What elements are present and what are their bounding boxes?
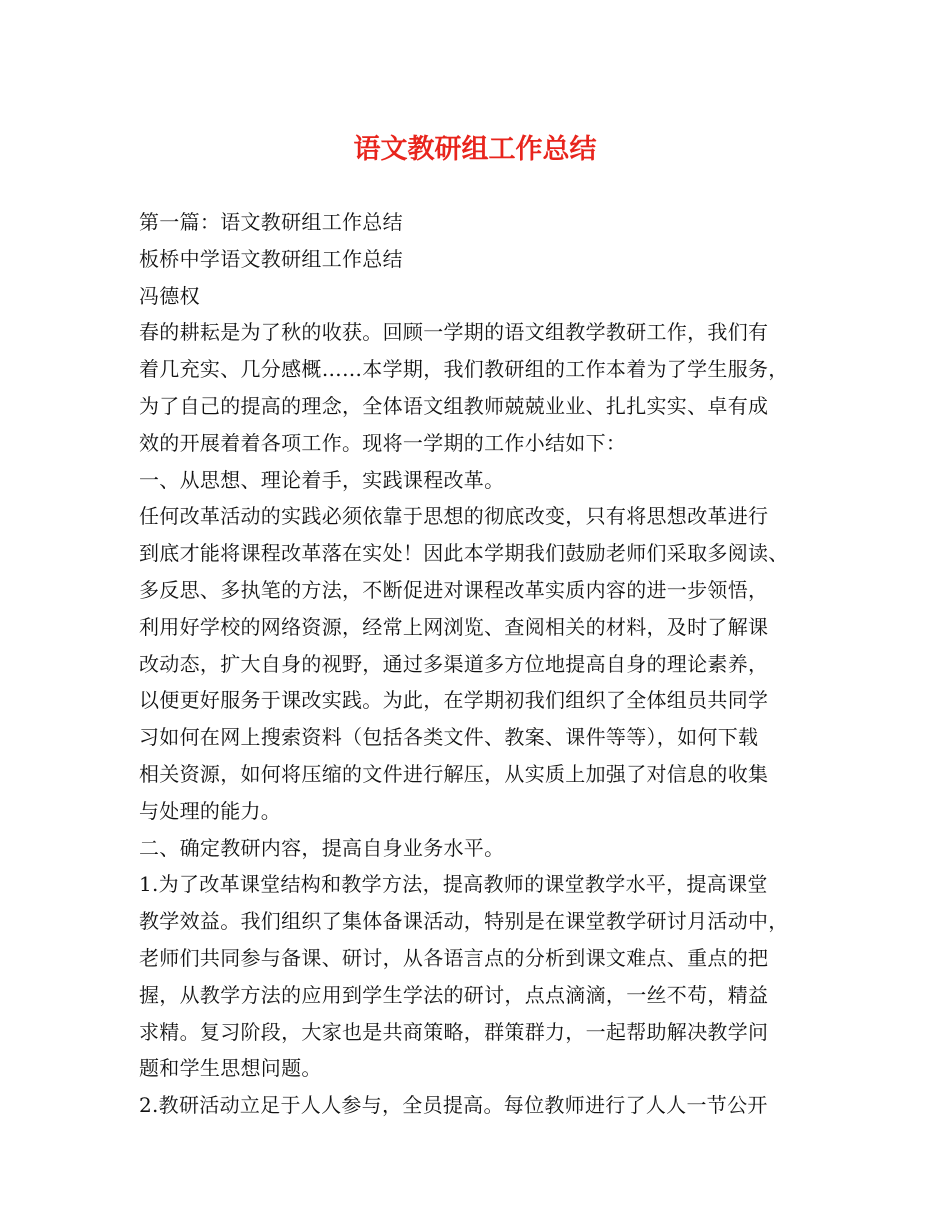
text-line: 第一篇：语文教研组工作总结 — [139, 210, 403, 234]
text-line: 利用好学校的网络资源，经常上网浏览、查阅相关的材料，及时了解课 — [139, 614, 769, 639]
text-line: 2.教研活动立足于人人参与，全员提高。每位教师进行了人人一节公开 — [139, 1093, 768, 1118]
text-line: 到底才能将课程改革落在实处！因此本学期我们鼓励老师们采取多阅读、 — [139, 541, 789, 566]
text-line: 以便更好服务于课改实践。为此，在学期初我们组织了全体组员共同学 — [139, 688, 769, 713]
text-line: 题和学生思想问题。 — [139, 1056, 322, 1081]
text-line: 教学效益。我们组织了集体备课活动，特别是在课堂教学研讨月活动中， — [139, 909, 789, 934]
document-body — [139, 204, 839, 1124]
text-line: 改动态，扩大自身的视野，通过多渠道多方位地提高自身的理论素养， — [139, 651, 769, 676]
section-heading: 二、确定教研内容，提高自身业务水平。 — [139, 835, 505, 860]
text-line: 为了自己的提高的理念，全体语文组教师兢兢业业、扎扎实实、卓有成 — [139, 393, 769, 418]
text-line: 求精。复习阶段，大家也是共商策略，群策群力，一起帮助解决教学问 — [139, 1019, 769, 1044]
document-title: 语文教研组工作总结 — [353, 134, 597, 165]
text-line: 习如何在网上搜索资料（包括各类文件、教案、课件等等），如何下载 — [139, 725, 759, 750]
text-line: 多反思、多执笔的方法，不断促进对课程改革实质内容的进一步领悟， — [139, 577, 769, 602]
text-line: 老师们共同参与备课、研讨，从各语言点的分析到课文难点、重点的把 — [139, 945, 769, 970]
section-heading: 一、从思想、理论着手，实践课程改革。 — [139, 467, 505, 492]
text-line: 效的开展着着各项工作。现将一学期的工作小结如下： — [139, 430, 627, 455]
text-line: 春的耕耘是为了秋的收获。回顾一学期的语文组教学教研工作，我们有 — [139, 320, 769, 345]
text-line: 任何改革活动的实践必须依靠于思想的彻底改变，只有将思想改革进行 — [139, 504, 769, 529]
text-line: 冯德权 — [139, 283, 200, 308]
text-line: 板桥中学语文教研组工作总结 — [139, 246, 403, 271]
text-line: 与处理的能力。 — [139, 798, 282, 823]
text-line: 相关资源，如何将压缩的文件进行解压，从实质上加强了对信息的收集 — [139, 761, 769, 786]
text-line: 握，从教学方法的应用到学生学法的研讨，点点滴滴，一丝不苟，精益 — [139, 982, 769, 1007]
text-line: 着几充实、几分感概……本学期，我们教研组的工作本着为了学生服务， — [139, 357, 789, 382]
text-line: 1.为了改革课堂结构和教学方法，提高教师的课堂教学水平，提高课堂 — [139, 872, 768, 897]
